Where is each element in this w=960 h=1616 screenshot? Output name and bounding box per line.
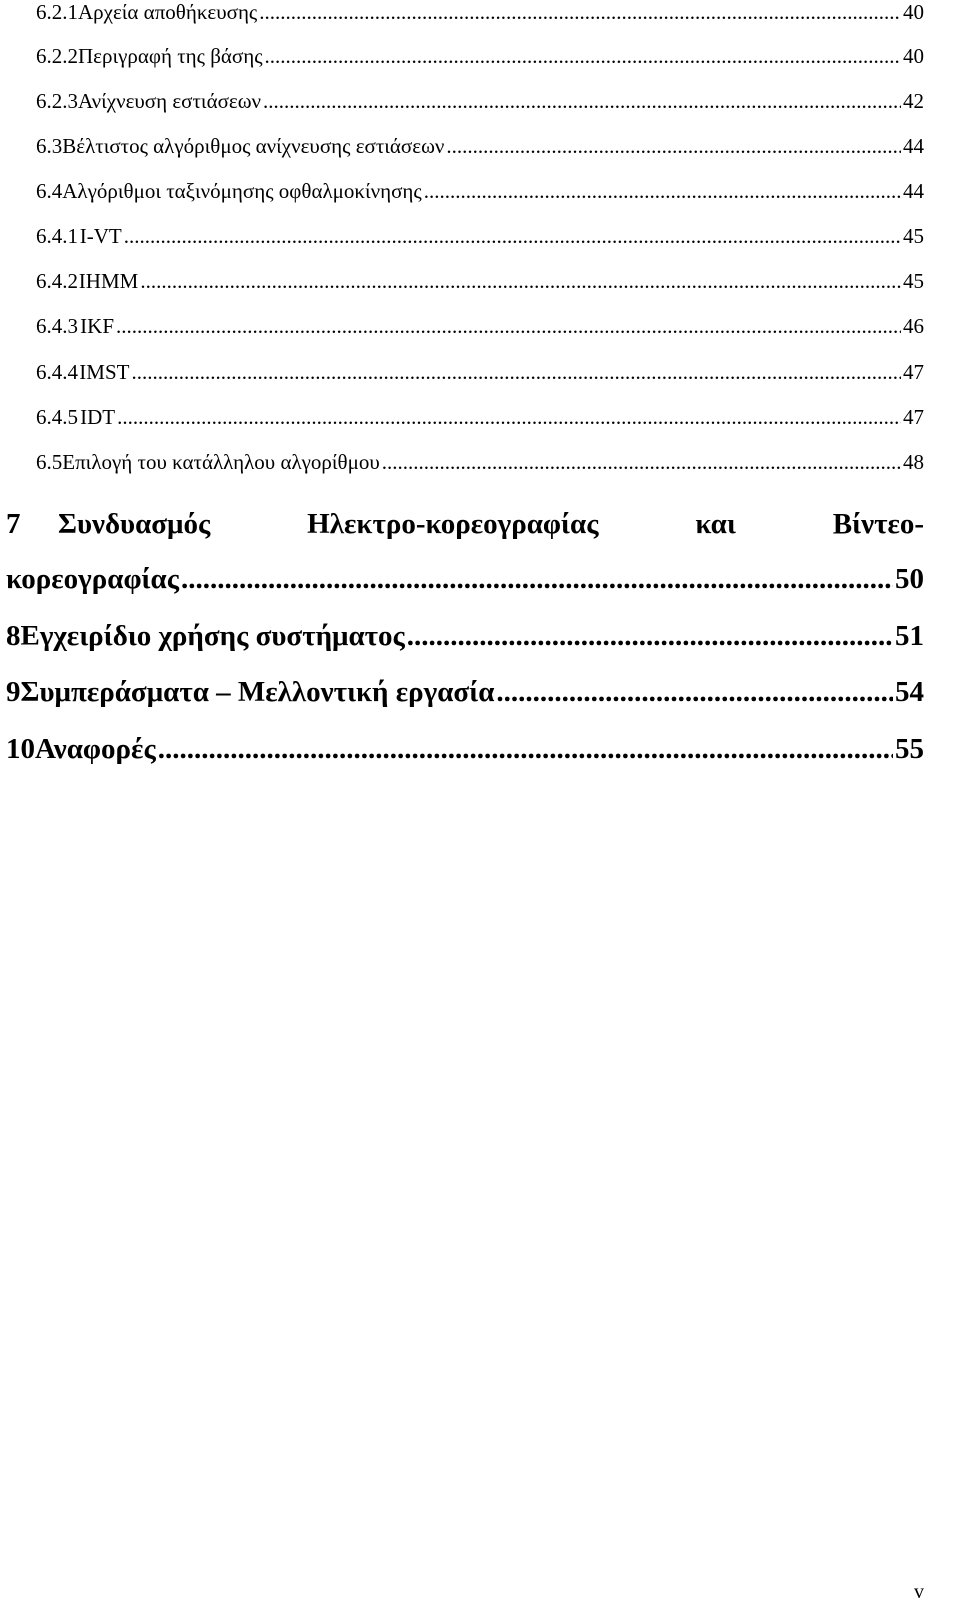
toc-entry-number: 6.4.5	[36, 405, 78, 429]
dot-leader	[131, 360, 901, 385]
dot-leader	[496, 676, 893, 709]
dot-leader	[259, 0, 901, 25]
dot-leader	[158, 733, 893, 766]
toc-entry-number: 6.4.4	[36, 360, 78, 384]
title-word: Συνδυασμός	[58, 508, 211, 540]
toc-entry-title: Περιγραφή της βάσης	[78, 44, 263, 68]
toc-entry-title: Αρχεία αποθήκευσης	[78, 0, 258, 24]
toc-chapter-title-continued: κορεογραφίας	[6, 563, 179, 595]
page-number: v	[914, 1581, 924, 1603]
toc-entry-title: I-VT	[79, 224, 122, 248]
toc-entry[interactable]	[36, 450, 924, 475]
toc-entry[interactable]	[36, 89, 924, 114]
toc-entry-number: 6.2.2	[36, 44, 78, 68]
toc-entry-page: 45	[903, 224, 924, 248]
toc-entry-number: 6.2.1	[36, 0, 78, 24]
toc-chapter-number: 9	[6, 676, 21, 708]
toc-chapter-number: 7	[6, 508, 21, 540]
toc-entry[interactable]	[36, 360, 924, 385]
dot-leader	[424, 179, 901, 204]
dot-leader	[140, 269, 901, 294]
toc-chapter-7-line1[interactable]	[6, 508, 924, 541]
toc-entry[interactable]	[36, 269, 924, 294]
dot-leader	[382, 450, 901, 475]
toc-entry-page: 48	[903, 450, 924, 474]
toc-entry-title: Επιλογή του κατάλληλου αλγορίθμου	[62, 450, 380, 474]
dot-leader	[407, 620, 893, 653]
toc-entry-page: 42	[903, 89, 924, 113]
toc-entry-number: 6.5	[36, 450, 63, 474]
toc-chapter-title	[58, 508, 924, 541]
toc-entry-number: 6.3	[36, 134, 63, 158]
title-word: Βίντεο-	[832, 508, 924, 540]
dot-leader	[263, 89, 901, 114]
title-word: Ηλεκτρο-κορεογραφίας	[307, 508, 599, 540]
toc-entry-title: IHMM	[78, 269, 139, 293]
toc-entry-number: 6.4.2	[36, 269, 78, 293]
toc-entry-title: IKF	[80, 314, 114, 338]
toc-entry[interactable]	[36, 44, 924, 69]
toc-chapter-title: Εγχειρίδιο χρήσης συστήματος	[20, 620, 405, 652]
toc-entry-page: 40	[903, 44, 924, 68]
toc-entry[interactable]	[36, 314, 924, 339]
toc-chapter[interactable]	[6, 733, 924, 766]
toc-entry-title: Ανίχνευση εστιάσεων	[78, 89, 262, 113]
toc-entry-page: 40	[903, 0, 924, 24]
toc-chapter-7-line2[interactable]	[6, 563, 924, 596]
toc-entry-number: 6.2.3	[36, 89, 78, 113]
toc-entry-title: IMST	[79, 360, 130, 384]
toc-entry-number: 6.4.3	[36, 314, 78, 338]
toc-entry[interactable]	[36, 0, 924, 25]
toc-entry-page: 44	[903, 179, 924, 203]
toc-chapter-title: Αναφορές	[35, 733, 156, 765]
toc-chapter-page: 54	[895, 676, 924, 708]
toc-entry-number: 6.4	[36, 179, 63, 203]
toc-chapter-page: 55	[895, 733, 924, 765]
toc-entry-page: 44	[903, 134, 924, 158]
toc-chapter[interactable]	[6, 620, 924, 653]
dot-leader	[446, 134, 901, 159]
toc-entry-page: 45	[903, 269, 924, 293]
toc-chapter-number: 10	[6, 733, 35, 765]
title-word: και	[695, 508, 736, 540]
toc-chapter-title: Συμπεράσματα – Μελλοντική εργασία	[20, 676, 495, 708]
toc-chapter-number: 8	[6, 620, 21, 652]
toc-entry-number: 6.4.1	[36, 224, 78, 248]
toc-entry-title: Βέλτιστος αλγόριθμος ανίχνευσης εστιάσεων	[62, 134, 445, 158]
toc-entry[interactable]	[36, 134, 924, 159]
toc-entry-title: IDT	[80, 405, 116, 429]
toc-entry[interactable]	[36, 405, 924, 430]
toc-chapter-page: 51	[895, 620, 924, 652]
toc-entry[interactable]	[36, 179, 924, 204]
dot-leader	[265, 44, 901, 69]
dot-leader	[181, 563, 893, 596]
toc-entry-title: Αλγόριθμοι ταξινόμησης οφθαλμοκίνησης	[62, 179, 422, 203]
toc-chapter[interactable]	[6, 676, 924, 709]
dot-leader	[116, 314, 901, 339]
dot-leader	[117, 405, 901, 430]
toc-entry-page: 46	[903, 314, 924, 338]
toc-chapter-page: 50	[895, 563, 924, 595]
dot-leader	[124, 224, 901, 249]
toc-entry-page: 47	[903, 405, 924, 429]
toc-entry-page: 47	[903, 360, 924, 384]
toc-entry[interactable]	[36, 224, 924, 249]
